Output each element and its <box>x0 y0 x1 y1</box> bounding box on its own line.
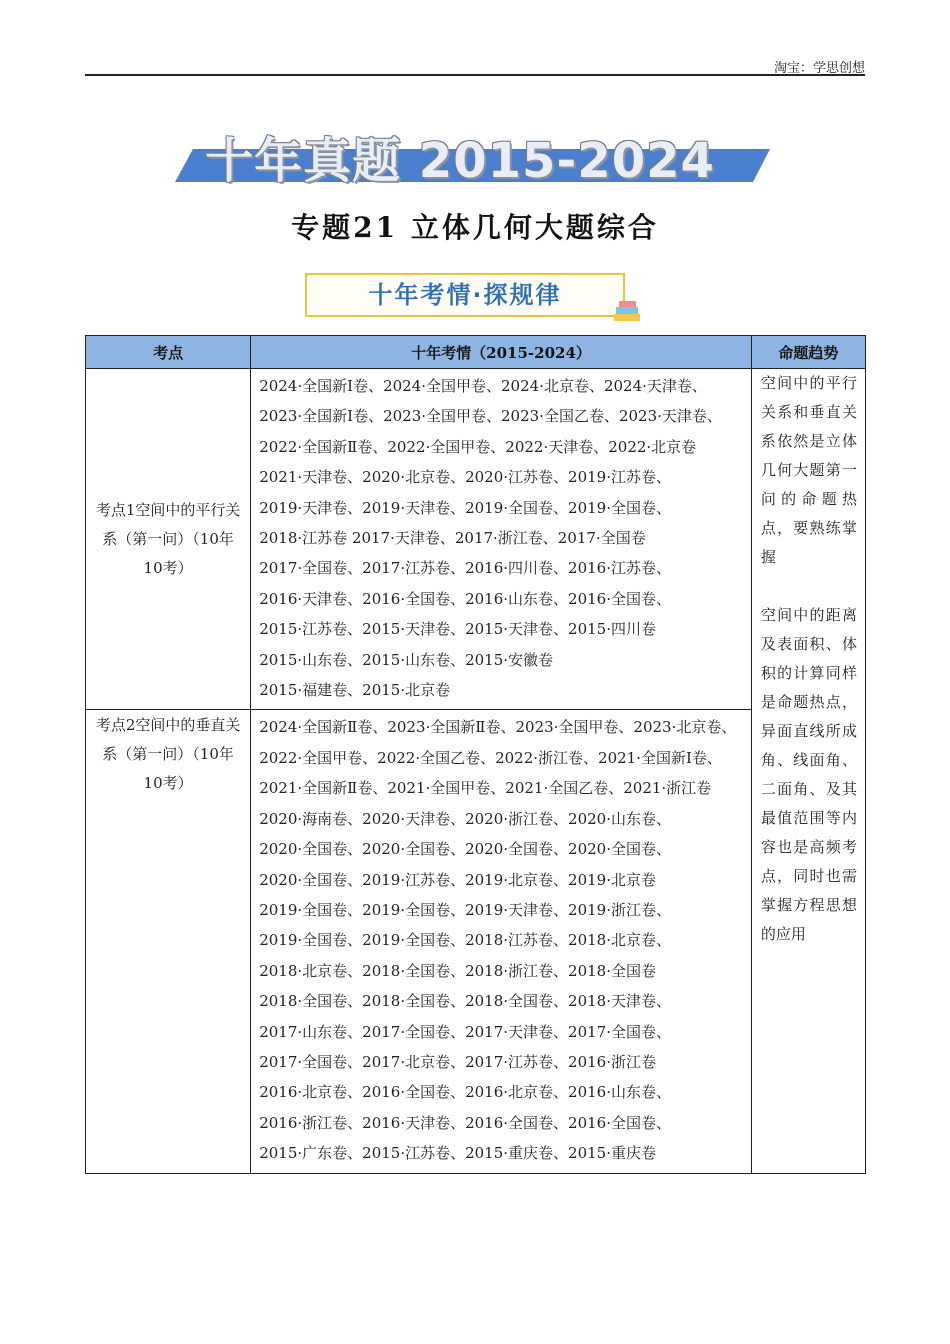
trend-cell <box>751 369 865 1174</box>
banner-title: 十年真题 2015-2024 <box>205 133 715 189</box>
years-line: 2020·全国卷、2020·全国卷、2020·全国卷、2020·全国卷、 <box>259 840 671 859</box>
years-line: 2016·北京卷、2016·全国卷、2016·北京卷、2016·山东卷、 <box>259 1083 671 1102</box>
years-line: 2018·江苏卷 2017·天津卷、2017·浙江卷、2017·全国卷 <box>259 529 646 548</box>
years-line: 2020·海南卷、2020·天津卷、2020·浙江卷、2020·山东卷、 <box>259 809 671 828</box>
years-line: 2015·山东卷、2015·山东卷、2015·安徽卷 <box>259 650 554 669</box>
table-row <box>86 369 866 710</box>
years-line: 2019·天津卷、2019·天津卷、2019·全国卷、2019·全国卷、 <box>259 498 671 517</box>
header-cell-years: 十年考情（2015-2024） <box>251 336 752 369</box>
years-line: 2018·北京卷、2018·全国卷、2018·浙江卷、2018·全国卷 <box>259 961 656 980</box>
books-icon <box>612 298 642 324</box>
header-cell-trend: 命题趋势 <box>751 336 865 369</box>
table-row <box>86 710 866 1173</box>
years-line: 2017·山东卷、2017·全国卷、2017·天津卷、2017·全国卷、 <box>259 1022 671 1041</box>
header-watermark-text: 淘宝：学思创想 <box>773 61 865 76</box>
years-line: 2017·全国卷、2017·北京卷、2017·江苏卷、2016·浙江卷 <box>259 1052 656 1071</box>
years-paragraph: 2024·全国新Ⅱ卷、2023·全国新Ⅱ卷、2023·全国甲卷、2023·北京卷、2022·全国甲卷、2022·全国乙卷、2022·浙江卷、2021·全国新Ⅰ卷、2021·全国新Ⅱ卷、2021·全国甲卷、2021·全国乙卷、2021·浙江卷 <box>259 718 737 798</box>
years-line: 2019·全国卷、2019·全国卷、2018·江苏卷、2018·北京卷、 <box>259 931 671 950</box>
years-line: 2019·全国卷、2019·全国卷、2019·天津卷、2019·浙江卷、 <box>259 900 671 919</box>
section-subtitle: 十年考情·探规律 <box>305 273 625 317</box>
title-banner <box>175 112 775 187</box>
years-line: 2016·浙江卷、2016·天津卷、2016·全国卷、2016·全国卷、 <box>259 1113 671 1132</box>
years-cell <box>251 710 752 1173</box>
years-line: 2015·广东卷、2015·江苏卷、2015·重庆卷、2015·重庆卷 <box>259 1144 656 1163</box>
years-line: 2015·福建卷、2015·北京卷 <box>259 681 451 700</box>
years-line: 2021·天津卷、2020·北京卷、2020·江苏卷、2019·江苏卷、 <box>259 468 671 487</box>
exam-table <box>85 335 866 1174</box>
years-paragraph: 2024·全国新Ⅰ卷、2024·全国甲卷、2024·北京卷、2024·天津卷、2023·全国新Ⅰ卷、2023·全国甲卷、2023·全国乙卷、2023·天津卷、2022·全国新Ⅱ卷、2022·全国甲卷、2022·天津卷、2022·北京卷 <box>259 377 722 456</box>
years-line: 2016·天津卷、2016·全国卷、2016·山东卷、2016·全国卷、 <box>259 589 671 608</box>
years-line: 2015·江苏卷、2015·天津卷、2015·天津卷、2015·四川卷 <box>259 620 656 639</box>
trend-paragraph: 空间中的平行关系和垂直关系依然是立体几何大题第一问的命题热点，要熟练掌握 <box>760 374 857 566</box>
point-cell: 考点1空间中的平行关系（第一问）（10年10考） <box>86 369 251 710</box>
years-line: 2017·全国卷、2017·江苏卷、2016·四川卷、2016·江苏卷、 <box>259 559 671 578</box>
table-header-row <box>86 336 866 369</box>
header-cell-point: 考点 <box>86 336 251 369</box>
years-line: 2018·全国卷、2018·全国卷、2018·全国卷、2018·天津卷、 <box>259 992 671 1011</box>
years-cell <box>251 369 752 710</box>
header-divider <box>85 74 865 76</box>
point-cell: 考点2空间中的垂直关系（第一问）（10年10考） <box>86 710 251 1173</box>
topic-title: 专题21 立体几何大题综合 <box>291 211 659 244</box>
trend-paragraph: 空间中的距离及表面积、体积的计算同样是命题热点，异面直线所成角、线面角、二面角、及其最值范围等内容也是高频考点，同时也需掌握方程思想的应用 <box>760 606 857 943</box>
years-line: 2020·全国卷、2019·江苏卷、2019·北京卷、2019·北京卷 <box>259 870 656 889</box>
